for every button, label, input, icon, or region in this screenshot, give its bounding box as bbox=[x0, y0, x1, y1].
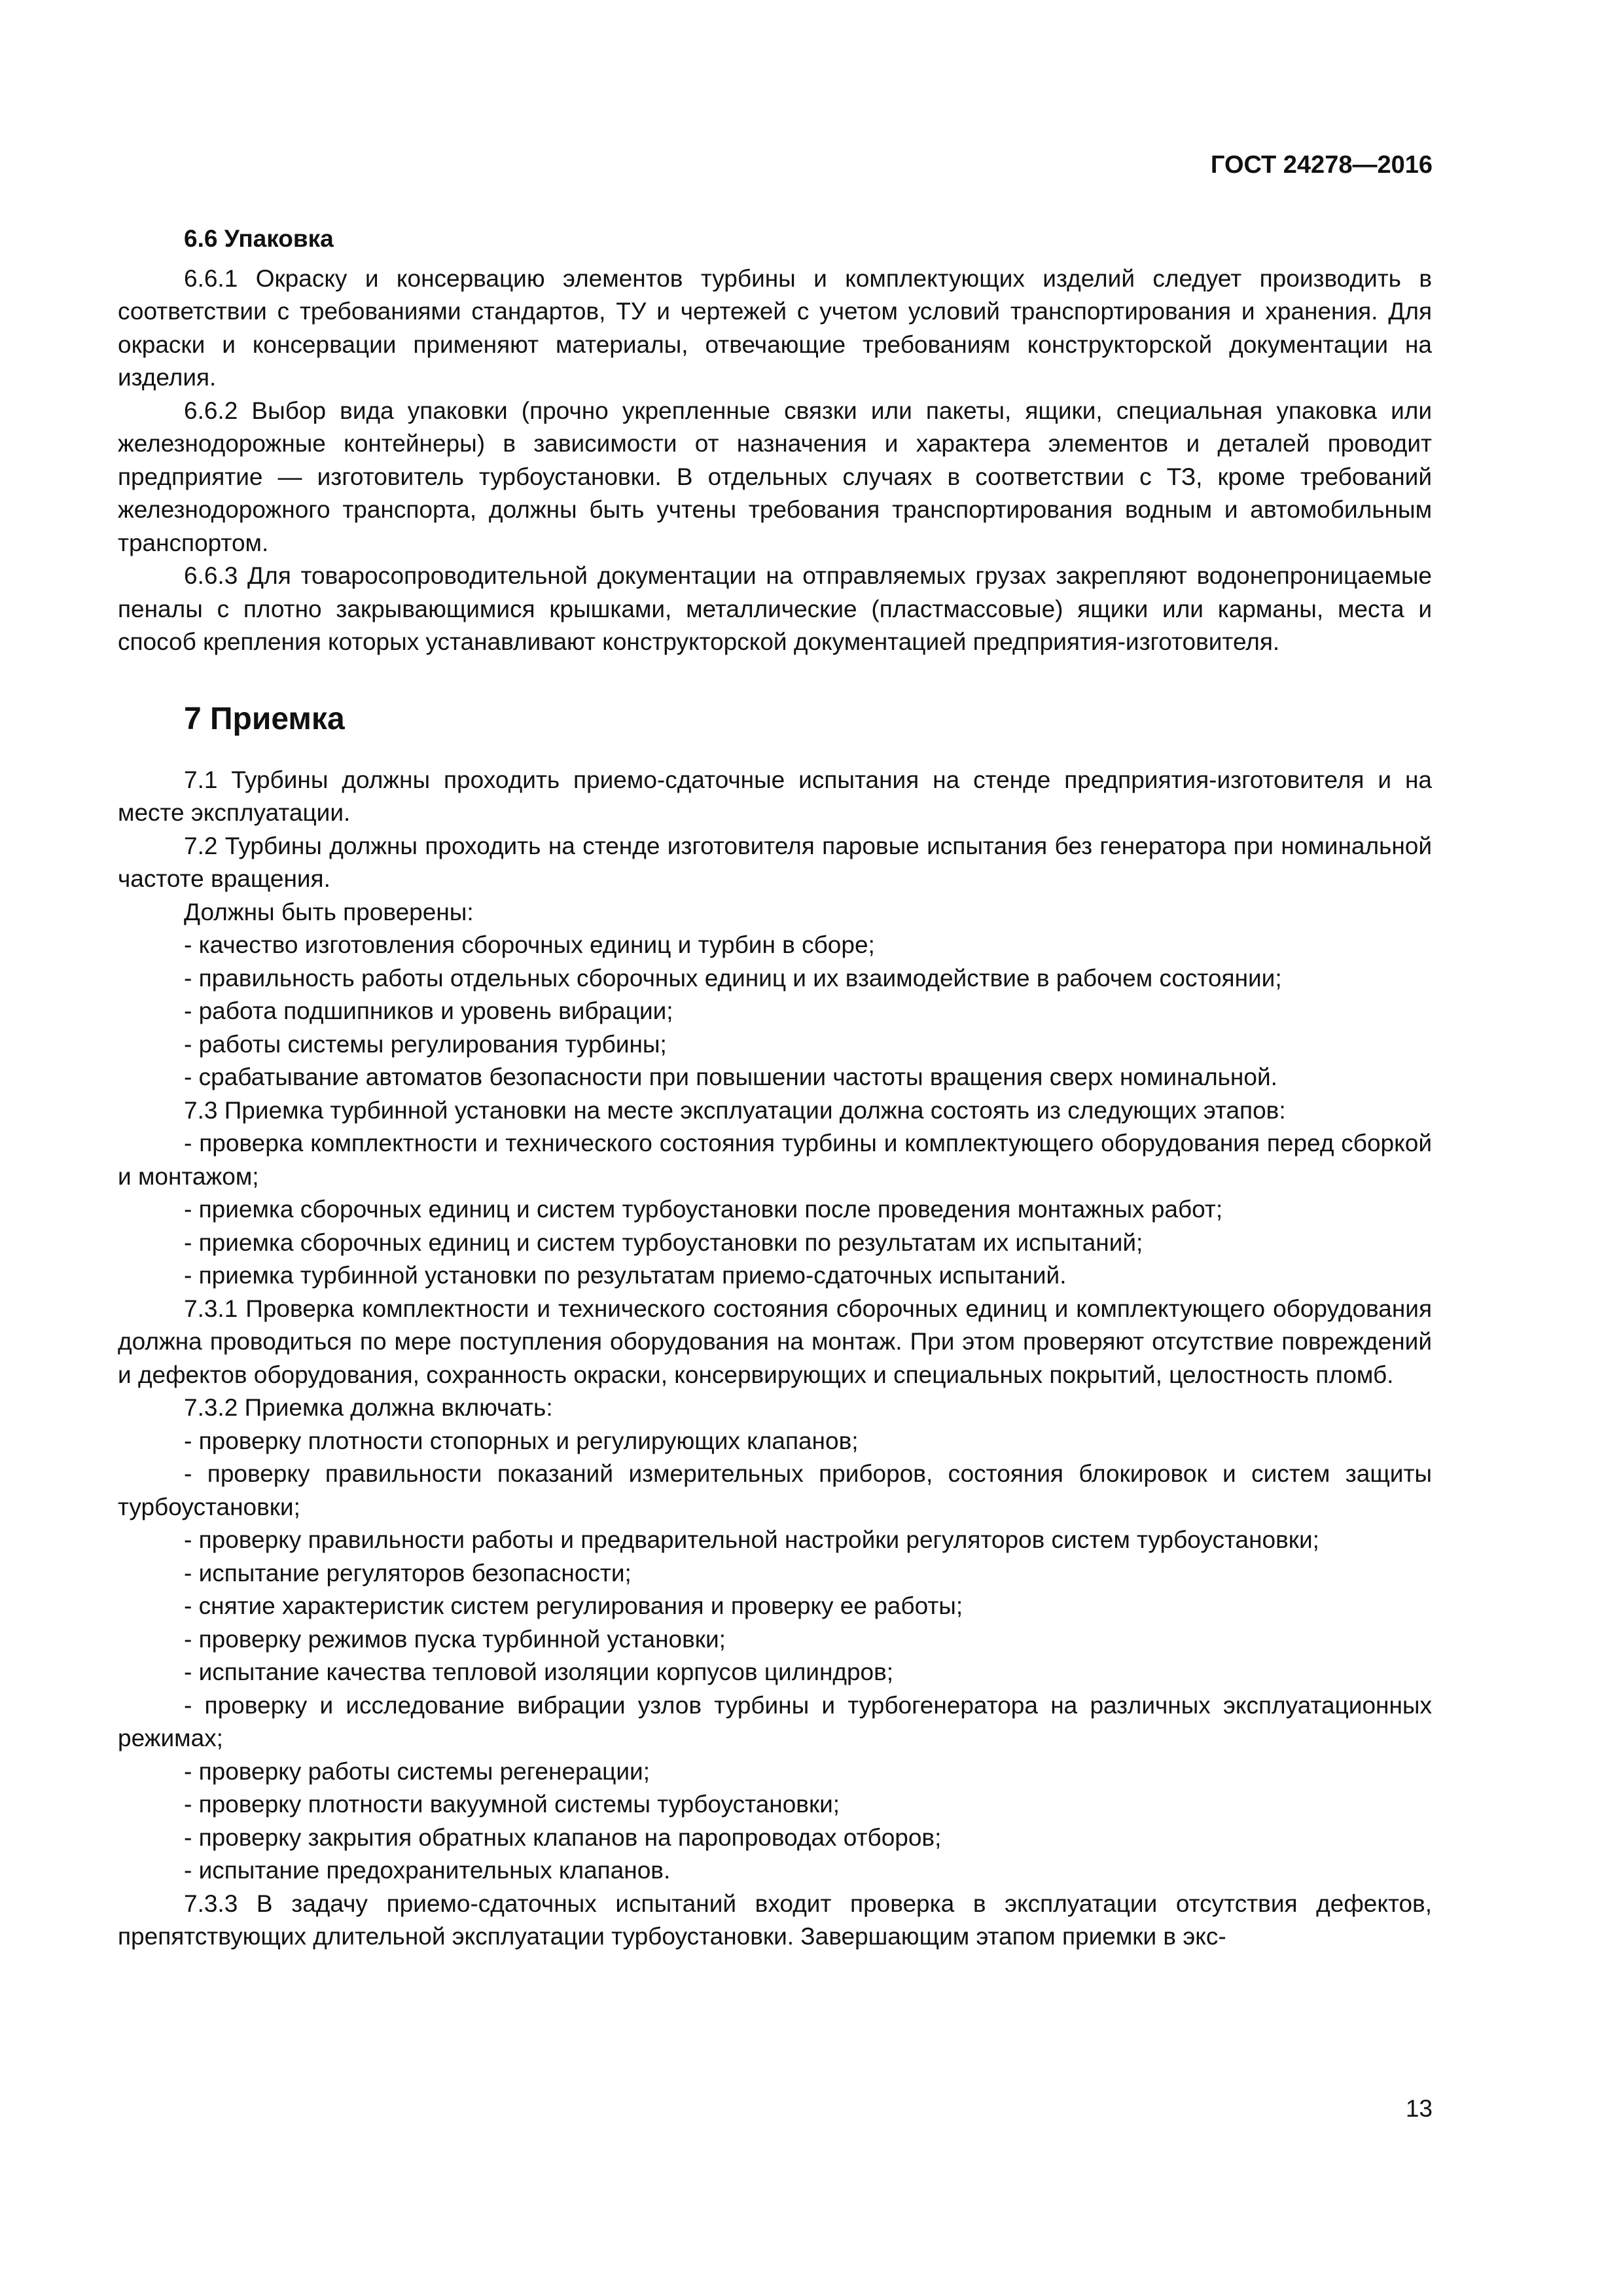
list-item: - приемка турбинной установки по результатам приемо-сдаточных испытаний. bbox=[184, 1262, 1067, 1289]
list-item: - правильность работы отдельных сборочных единиц и их взаимодействие в рабочем состоянии; bbox=[184, 964, 1282, 992]
page-number: 13 bbox=[1405, 2095, 1433, 2122]
list-item: - срабатывание автоматов безопасности при повышении частоты вращения сверх номинальной. bbox=[184, 1064, 1277, 1090]
list-item: - проверку работы системы регенерации; bbox=[184, 1757, 650, 1785]
list-item: - проверка комплектности и технического состояния турбины и комплектующего оборудования перед сборкой и монтажом; bbox=[118, 1130, 1432, 1190]
paragraph-7-1: 7.1 Турбины должны проходить приемо-сдаточные испытания на стенде предприятия-изготовителя и на месте эксплуатации. bbox=[118, 766, 1432, 826]
paragraph-7-2-intro: Должны быть проверены: bbox=[184, 898, 474, 925]
list-item: - испытание предохранительных клапанов. bbox=[184, 1857, 671, 1884]
paragraph-7-3-3: 7.3.3 В задачу приемо-сдаточных испытаний входит проверка в эксплуатации отсутствия дефектов, препятствующих длительной эксплуатации турбоустановки. Завершающим этапом приемки в экс- bbox=[118, 1890, 1432, 1950]
section-6-6-title: 6.6 Упаковка bbox=[184, 225, 334, 252]
list-item: - проверку плотности стопорных и регулирующих клапанов; bbox=[184, 1427, 859, 1454]
list-item: - испытание качества тепловой изоляции корпусов цилиндров; bbox=[184, 1659, 894, 1685]
document-body bbox=[118, 223, 1432, 1954]
list-item: - проверку и исследование вибрации узлов турбины и турбогенератора на различных эксплуатационных режимах; bbox=[118, 1691, 1432, 1751]
paragraph-7-2: 7.2 Турбины должны проходить на стенде изготовителя паровые испытания без генератора при номинальной частоте вращения. bbox=[118, 832, 1432, 892]
list-item: - испытание регуляторов безопасности; bbox=[184, 1559, 632, 1587]
paragraph-7-3: 7.3 Приемка турбинной установки на месте эксплуатации должна состоять из следующих этапов: bbox=[184, 1096, 1286, 1124]
list-item: - проверку режимов пуска турбинной установки; bbox=[184, 1625, 726, 1653]
list-item: - проверку правильности показаний измерительных приборов, состояния блокировок и систем защиты турбоустановки; bbox=[118, 1460, 1432, 1520]
paragraph-6-6-2: 6.6.2 Выбор вида упаковки (прочно укрепленные связки или пакеты, ящики, специальная упаковка или железнодорожные контейнеры) в зависимости от назначения и характера элементов и деталей проводит предприятие — изготовитель турбоустановки. В отдельных случаях в соответствии с ТЗ, кроме требований железнодорожного транспорта, должны быть учтены требования транспортирования водным и автомобильным транспортом. bbox=[118, 397, 1432, 556]
list-item: - проверку закрытия обратных клапанов на паропроводах отборов; bbox=[184, 1823, 942, 1851]
list-item: - снятие характеристик систем регулирования и проверку ее работы; bbox=[184, 1592, 963, 1619]
paragraph-6-6-3: 6.6.3 Для товаросопроводительной документации на отправляемых грузах закрепляют водонепроницаемые пеналы с плотно закрывающимися крышками, металлические (пластмассовые) ящики или карманы, места и способ крепления которых устанавливают конструкторской документацией предприятия-изготовителя. bbox=[118, 562, 1432, 655]
list-item: - работы системы регулирования турбины; bbox=[184, 1030, 667, 1058]
document-code: ГОСТ 24278—2016 bbox=[1210, 151, 1433, 179]
list-item: - работа подшипников и уровень вибрации; bbox=[184, 997, 673, 1024]
list-item: - приемка сборочных единиц и систем турбоустановки после проведения монтажных работ; bbox=[184, 1196, 1223, 1223]
list-item: - приемка сборочных единиц и систем турбоустановки по результатам их испытаний; bbox=[184, 1229, 1143, 1256]
section-7-title: 7 Приемка bbox=[184, 701, 345, 736]
paragraph-7-3-2: 7.3.2 Приемка должна включать: bbox=[184, 1394, 553, 1421]
list-item: - проверку правильности работы и предварительной настройки регуляторов систем турбоустановки; bbox=[184, 1526, 1319, 1553]
paragraph-7-3-1: 7.3.1 Проверка комплектности и технического состояния сборочных единиц и комплектующего оборудования должна проводиться по мере поступления оборудования на монтаж. При этом проверяют отсутствие повреждений и дефектов оборудования, сохранность окраски, консервирующих и специальных покрытий, целостность пломб. bbox=[118, 1295, 1432, 1388]
list-item: - проверку плотности вакуумной системы турбоустановки; bbox=[184, 1791, 840, 1818]
paragraph-6-6-1: 6.6.1 Окраску и консервацию элементов турбины и комплектующих изделий следует производить в соответствии с требованиями стандартов, ТУ и чертежей с учетом условий транспортирования и хранения. Для окраски и консервации применяют материалы, отвечающие требованиям конструкторской документации на изделия. bbox=[118, 264, 1432, 391]
list-item: - качество изготовления сборочных единиц и турбин в сборе; bbox=[184, 931, 875, 958]
